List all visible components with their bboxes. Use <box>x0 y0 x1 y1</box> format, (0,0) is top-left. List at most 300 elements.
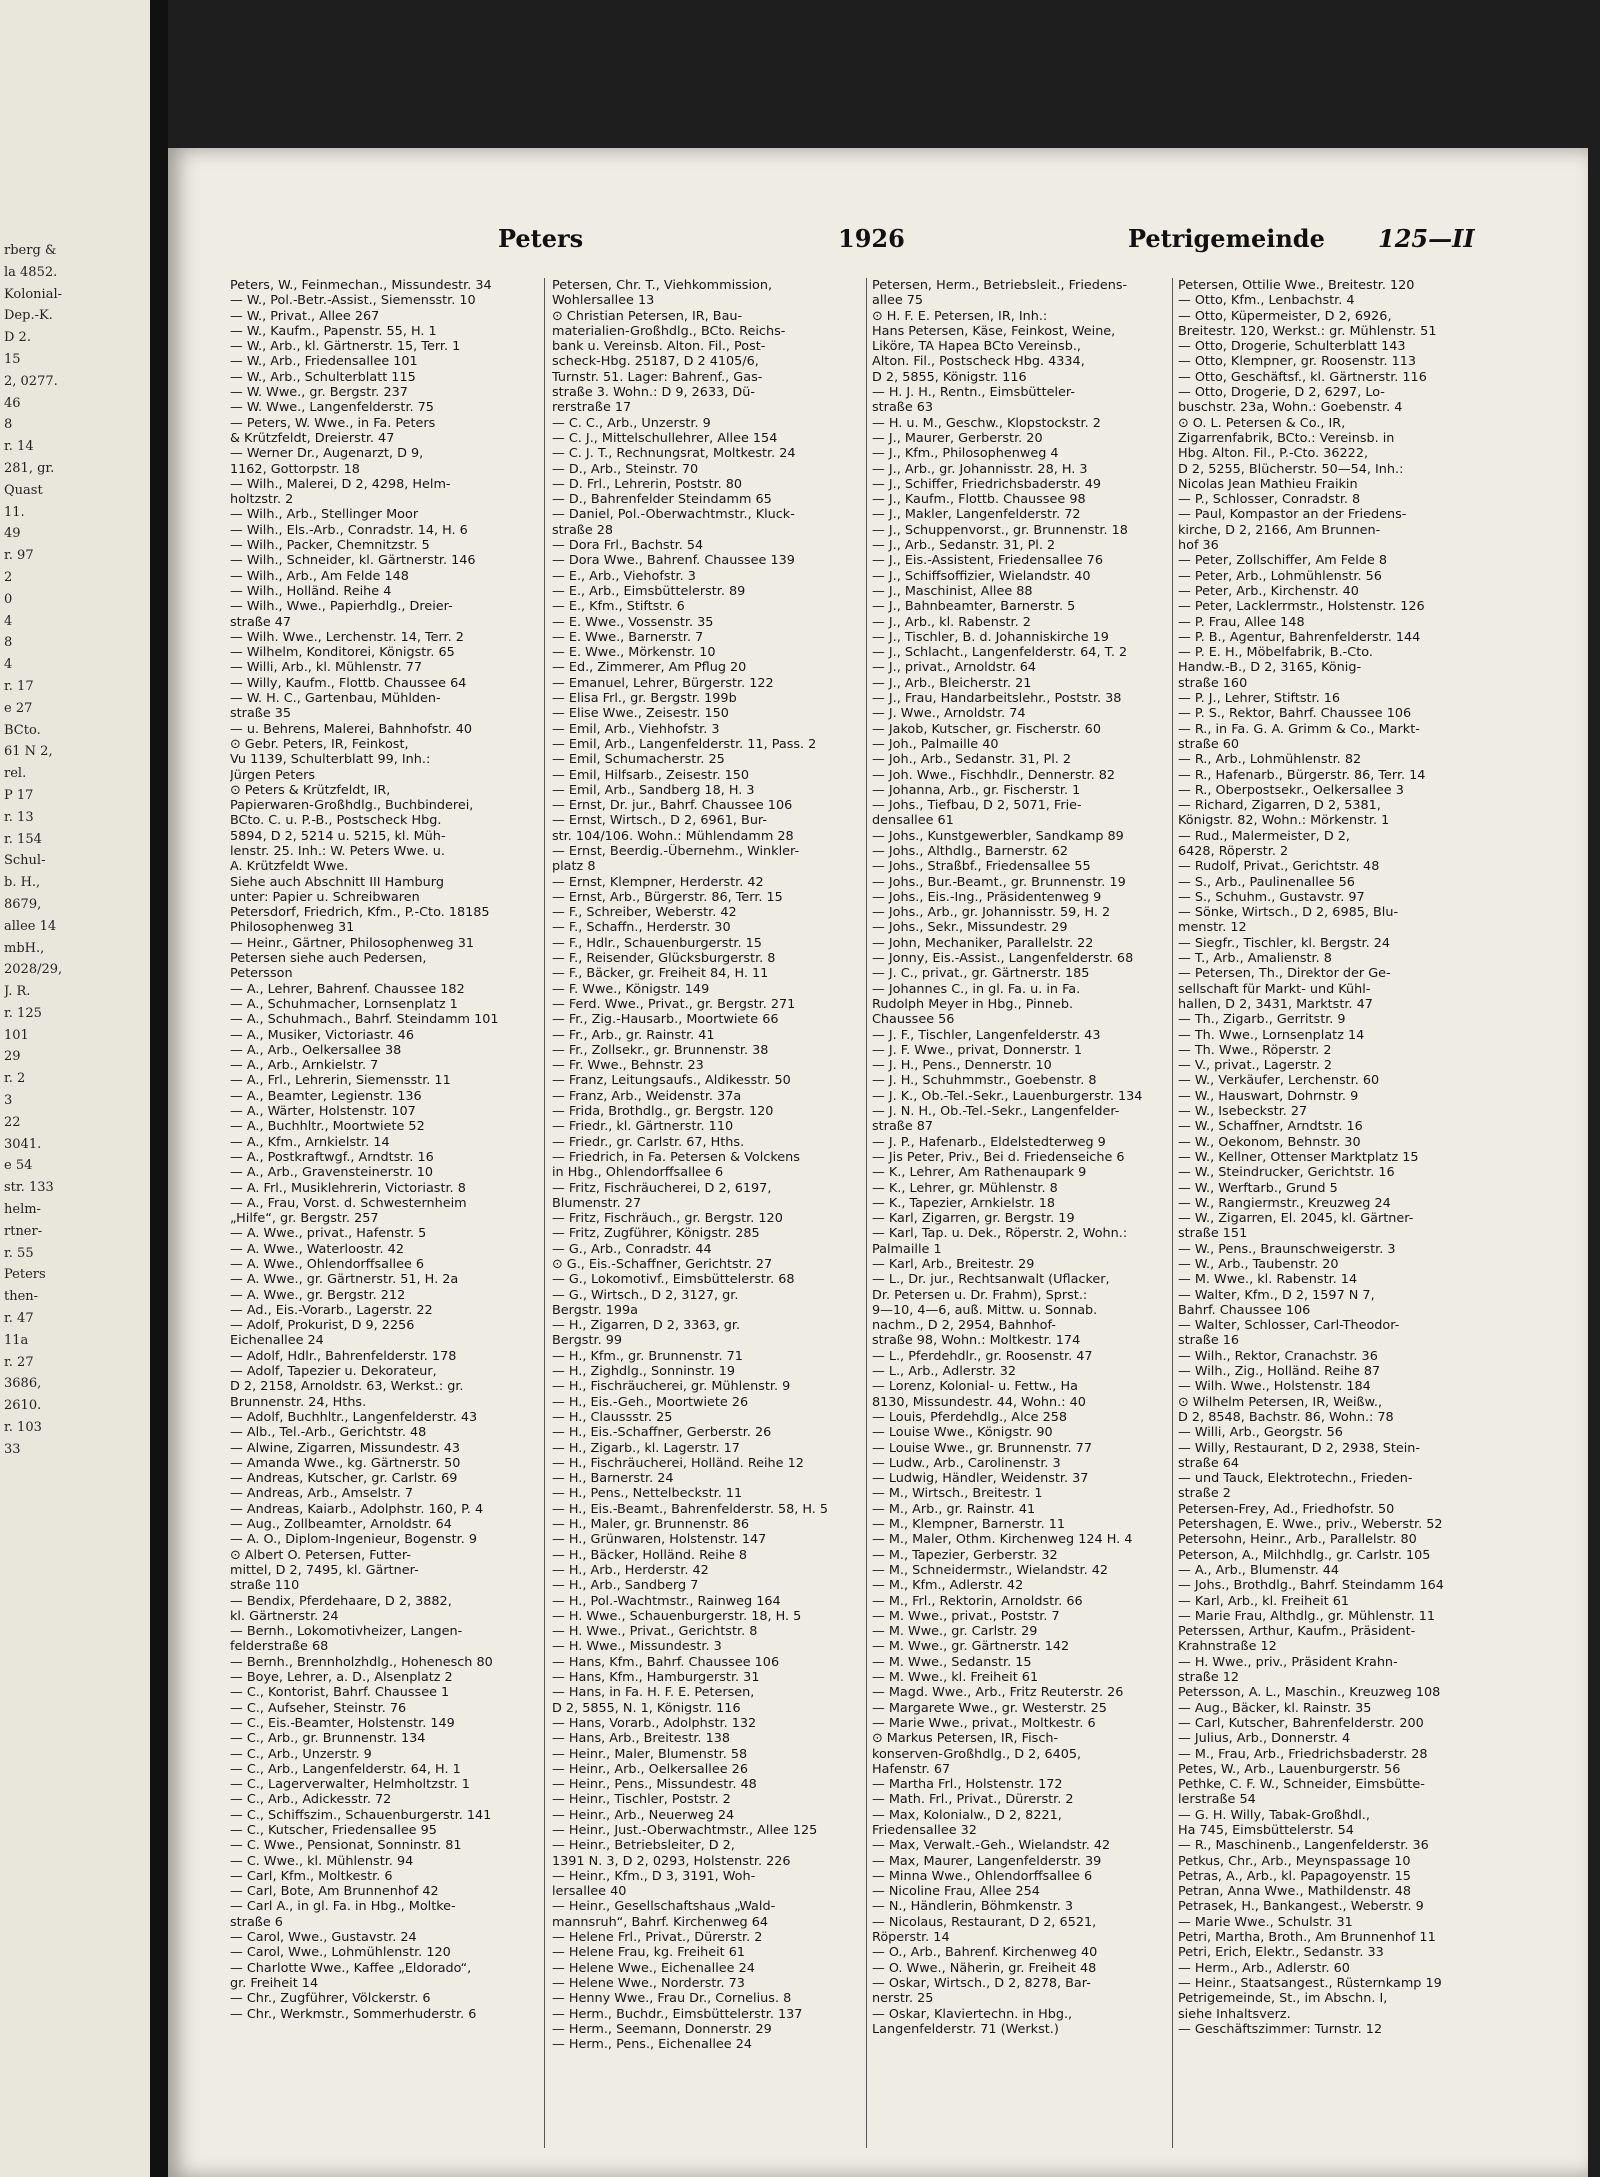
directory-entry-line: Petersdorf, Friedrich, Kfm., P.-Cto. 18185 <box>230 905 490 921</box>
directory-entry-line: Peterssen, Arthur, Kaufm., Präsident- <box>1178 1624 1416 1640</box>
directory-entry-line: — W., Oekonom, Behnstr. 30 <box>1178 1134 1361 1150</box>
directory-entry-line: — A., Buchhltr., Moortwiete 52 <box>230 1119 425 1135</box>
fragment-line: r. 55 <box>4 1245 34 1261</box>
directory-entry-line: — M., Wirtsch., Breitestr. 1 <box>872 1486 1043 1502</box>
directory-entry-line: — M. Wwe., privat., Poststr. 7 <box>872 1608 1060 1624</box>
directory-entry-line: — Chr., Zugführer, Völckerstr. 6 <box>230 1991 431 2007</box>
directory-entry-line: lersallee 40 <box>552 1884 627 1900</box>
directory-entry-line: — Wilh., Malerei, D 2, 4298, Helm- <box>230 476 451 492</box>
directory-entry-line: — Ernst, Dr. jur., Bahrf. Chaussee 106 <box>552 798 793 814</box>
directory-entry-line: — J. F., Tischler, Langenfelderstr. 43 <box>872 1027 1101 1043</box>
directory-entry-line: — C., Arb., Adickesstr. 72 <box>230 1792 392 1808</box>
directory-entry-line: in Hbg., Ohlendorffsallee 6 <box>552 1165 724 1181</box>
directory-entry-line: — Aug., Bäcker, kl. Rainstr. 35 <box>1178 1700 1372 1716</box>
directory-entry-line: — H., Zighdlg., Sonninstr. 19 <box>552 1364 736 1380</box>
fragment-line: allee 14 <box>4 918 57 934</box>
directory-entry-line: — Nicoline Frau, Allee 254 <box>872 1884 1040 1900</box>
directory-entry-line: straße 60 <box>1178 736 1240 752</box>
directory-entry-line: — J., Eis.-Assistent, Friedensallee 76 <box>872 553 1103 569</box>
directory-entry-line: Petrasek, H., Bankangest., Weberstr. 9 <box>1178 1899 1424 1915</box>
directory-entry-line: — A. Wwe., gr. Bergstr. 212 <box>230 1287 406 1303</box>
directory-entry-line: Petersson, A. L., Maschin., Kreuzweg 108 <box>1178 1685 1441 1701</box>
directory-entry-line: — W., Rangiermstr., Kreuzweg 24 <box>1178 1195 1391 1211</box>
directory-entry-line: — Fr., Zollsekr., gr. Brunnenstr. 38 <box>552 1042 769 1058</box>
directory-entry-line: — Bernh., Lokomotivheizer, Langen- <box>230 1624 463 1640</box>
directory-entry-line: — Carl, Kfm., Moltkestr. 6 <box>230 1868 393 1884</box>
directory-entry-line: — J., Makler, Langenfelderstr. 72 <box>872 507 1081 523</box>
directory-entry-line: — Ernst, Klempner, Herderstr. 42 <box>552 874 764 890</box>
fragment-line: r. 47 <box>4 1311 34 1327</box>
directory-entry-line: — H., Pens., Nettelbeckstr. 11 <box>552 1486 743 1502</box>
directory-entry-line: — Fr. Wwe., Behnstr. 23 <box>552 1058 704 1074</box>
directory-entry-line: — C. J. T., Rechnungsrat, Moltkestr. 24 <box>552 446 796 462</box>
fragment-line: 8 <box>4 635 13 651</box>
directory-entry-line: — Emil, Schumacherstr. 25 <box>552 752 725 768</box>
directory-entry-line: 6428, Röperstr. 2 <box>1178 843 1289 859</box>
directory-entry-line: — Helene Wwe., Norderstr. 73 <box>552 1975 745 1991</box>
directory-entry-line: — D., Bahrenfelder Steindamm 65 <box>552 492 772 508</box>
directory-entry-line: — Wilh., Holländ. Reihe 4 <box>230 583 392 599</box>
directory-entry-line: — J., Arb., Sedanstr. 31, Pl. 2 <box>872 538 1056 554</box>
directory-entry-line: — Daniel, Pol.-Oberwachtmstr., Kluck- <box>552 507 795 523</box>
directory-entry-line: — P. Frau, Allee 148 <box>1178 614 1305 630</box>
directory-entry-line: — A., Arb., Arnkielstr. 7 <box>230 1058 379 1074</box>
directory-entry-line: — M. Wwe., gr. Gärtnerstr. 142 <box>872 1639 1070 1655</box>
directory-entry-line: — Willy, Restaurant, D 2, 2938, Stein- <box>1178 1440 1421 1456</box>
directory-entry-line: straße 28 <box>552 522 614 538</box>
directory-entry-line: Petersen, Ottilie Wwe., Breitestr. 120 <box>1178 278 1415 293</box>
directory-entry-line: — Petersen, Th., Direktor der Ge- <box>1178 966 1391 982</box>
directory-entry-line: — Heinr., Gärtner, Philosophenweg 31 <box>230 935 475 951</box>
fragment-line: r. 13 <box>4 809 34 825</box>
directory-entry-line: 1391 N. 3, D 2, 0293, Holstenstr. 226 <box>552 1853 791 1869</box>
directory-entry-line: — A. Wwe., privat., Hafenstr. 5 <box>230 1226 427 1242</box>
directory-entry-line: — Johanna, Arb., gr. Fischerstr. 1 <box>872 782 1081 798</box>
directory-entry-line: — A., Wärter, Holstenstr. 107 <box>230 1104 416 1120</box>
directory-entry-line: straße 6 <box>230 1914 283 1930</box>
directory-entry-line: — S., Arb., Paulinenallee 56 <box>1178 874 1355 890</box>
directory-entry-line: — Heinr., Just.-Oberwachtmstr., Allee 125 <box>552 1822 818 1838</box>
directory-entry-line: — M. Wwe., gr. Carlstr. 29 <box>872 1624 1038 1640</box>
directory-entry-line: — V., privat., Lagerstr. 2 <box>1178 1058 1333 1074</box>
directory-entry-line: — W., Isebeckstr. 27 <box>1178 1104 1308 1120</box>
directory-entry-line: — Frida, Brothdlg., gr. Bergstr. 120 <box>552 1104 774 1120</box>
directory-entry-line: — Hans, in Fa. H. F. E. Petersen, <box>552 1685 755 1701</box>
directory-entry-line: — Th., Zigarb., Gerritstr. 9 <box>1178 1012 1346 1028</box>
directory-entry-line: — R., Hafenarb., Bürgerstr. 86, Terr. 14 <box>1178 767 1426 783</box>
directory-entry-line: — J. N. H., Ob.-Tel.-Sekr., Langenfelder- <box>872 1104 1120 1120</box>
directory-entry-line: — Magd. Wwe., Arb., Fritz Reuterstr. 26 <box>872 1685 1124 1701</box>
directory-entry-line: ⊙ Wilhelm Petersen, IR, Weißw., <box>1178 1394 1383 1410</box>
directory-entry-line: — W., Kellner, Ottenser Marktplatz 15 <box>1178 1149 1419 1165</box>
directory-entry-line: — Andreas, Kutscher, gr. Carlstr. 69 <box>230 1471 458 1487</box>
directory-entry-line: Turnstr. 51. Lager: Bahrenf., Gas- <box>552 369 763 385</box>
directory-entry-line: — L., Dr. jur., Rechtsanwalt (Uflacker, <box>872 1272 1110 1288</box>
directory-entry-line: — Dora Frl., Bachstr. 54 <box>552 538 704 554</box>
directory-entry-line: — Ludwig, Händler, Weidenstr. 37 <box>872 1471 1089 1487</box>
directory-entry-line: — Karl, Arb., Breitestr. 29 <box>872 1257 1035 1272</box>
directory-entry-line: — Adolf, Prokurist, D 9, 2256 <box>230 1318 415 1334</box>
fragment-line: r. 17 <box>4 678 34 694</box>
header-surname: Peters <box>498 224 584 253</box>
directory-entry-line: — Oskar, Klaviertechn. in Hbg., <box>872 2006 1073 2022</box>
directory-entry-line: — P. B., Agentur, Bahrenfelderstr. 144 <box>1178 629 1421 645</box>
directory-entry-line: — Elisa Frl., gr. Bergstr. 199b <box>552 691 737 707</box>
directory-entry-line: — Wilh., Rektor, Cranachstr. 36 <box>1178 1348 1378 1364</box>
directory-entry-line: — Julius, Arb., Donnerstr. 4 <box>1178 1731 1351 1747</box>
directory-entry-line: — A. Frl., Musiklehrerin, Victoriastr. 8 <box>230 1180 466 1196</box>
directory-entry-line: — Emil, Arb., Langenfelderstr. 11, Pass. 2 <box>552 736 817 752</box>
directory-entry-line: — R., Oberpostsekr., Oelkersallee 3 <box>1178 782 1404 798</box>
directory-entry-line: bank u. Vereinsb. Alton. Fil., Post- <box>552 339 766 355</box>
directory-entry-line: kirche, D 2, 2166, Am Brunnen- <box>1178 522 1381 538</box>
directory-entry-line: — Hans, Kfm., Bahrf. Chaussee 106 <box>552 1654 780 1670</box>
directory-entry-line: — A., Arb., Oelkersallee 38 <box>230 1042 402 1058</box>
directory-entry-line: — Th. Wwe., Röperstr. 2 <box>1178 1042 1332 1058</box>
directory-entry-line: Eichenallee 24 <box>230 1333 324 1349</box>
directory-entry-line: — Hans, Kfm., Hamburgerstr. 31 <box>552 1670 760 1686</box>
directory-entry-line: Petersson <box>230 966 293 982</box>
directory-entry-line: Petersen, Chr. T., Viehkommission, <box>552 278 773 293</box>
directory-entry-line: — M., Klempner, Barnerstr. 11 <box>872 1517 1065 1533</box>
directory-entry-line: — F., Schaffn., Herderstr. 30 <box>552 920 731 936</box>
directory-entry-line: — H., Bäcker, Holländ. Reihe 8 <box>552 1547 748 1563</box>
directory-entry-line: — W., Schaffner, Arndtstr. 16 <box>1178 1119 1363 1135</box>
directory-entry-line: straße 110 <box>230 1578 300 1594</box>
directory-entry-line: — J., Schlacht., Langenfelderstr. 64, T. 2 <box>872 645 1128 661</box>
directory-entry-line: — Johs., Eis.-Ing., Präsidentenweg 9 <box>872 889 1102 905</box>
directory-entry-line: — Louis, Pferdehdlg., Alce 258 <box>872 1409 1068 1425</box>
directory-entry-line: lenstr. 25. Inh.: W. Peters Wwe. u. <box>230 843 445 859</box>
directory-entry-line: — A., Lehrer, Bahrenf. Chaussee 182 <box>230 981 465 997</box>
directory-column-1 <box>230 278 548 2158</box>
directory-entry-line: — C. C., Arb., Unzerstr. 9 <box>552 415 711 431</box>
directory-entry-line: — N., Händlerin, Böhmkenstr. 3 <box>872 1899 1074 1915</box>
fragment-line: Quast <box>4 482 43 498</box>
directory-entry-line: Papierwaren-Großhdlg., Buchbinderei, <box>230 798 474 814</box>
directory-entry-line: — E. Wwe., Barnerstr. 7 <box>552 629 704 645</box>
column-divider <box>544 278 545 2148</box>
directory-entry-line: — Marie Wwe., Schulstr. 31 <box>1178 1914 1353 1930</box>
previous-page-fragment <box>0 0 150 2177</box>
directory-entry-line: — Otto, Geschäftsf., kl. Gärtnerstr. 116 <box>1178 369 1427 385</box>
directory-entry-line: — Sönke, Wirtsch., D 2, 6985, Blu- <box>1178 905 1399 921</box>
directory-entry-line: — Otto, Klempner, gr. Roosenstr. 113 <box>1178 354 1417 370</box>
directory-entry-line: Petershagen, E. Wwe., priv., Weberstr. 52 <box>1178 1517 1443 1533</box>
directory-entry-line: — Adolf, Buchhltr., Langenfelderstr. 43 <box>230 1409 478 1425</box>
directory-entry-line: — Walter, Kfm., D 2, 1597 N 7, <box>1178 1287 1375 1303</box>
directory-entry-line: — Jonny, Eis.-Assist., Langenfelderstr. 68 <box>872 951 1134 967</box>
directory-entry-line: — Max, Kolonialw., D 2, 8221, <box>872 1807 1062 1823</box>
directory-entry-line: — Siegfr., Tischler, kl. Bergstr. 24 <box>1178 935 1391 951</box>
directory-entry-line: straße 160 <box>1178 675 1248 691</box>
directory-entry-line: — Herm., Pens., Eichenallee 24 <box>552 2037 753 2053</box>
directory-entry-line: — Heinr., Tischler, Poststr. 2 <box>552 1792 731 1808</box>
directory-entry-line: — R., Maschinenb., Langenfelderstr. 36 <box>1178 1838 1429 1854</box>
directory-entry-line: — Fr., Arb., gr. Rainstr. 41 <box>552 1027 715 1043</box>
directory-entry-line: Petkus, Chr., Arb., Meynspassage 10 <box>1178 1853 1411 1869</box>
directory-entry-line: — M. Wwe., Sedanstr. 15 <box>872 1654 1032 1670</box>
directory-entry-line: — C., Lagerverwalter, Helmholtzstr. 1 <box>230 1777 470 1793</box>
directory-entry-line: — W. H. C., Gartenbau, Mühlden- <box>230 691 441 707</box>
directory-entry-line: — E., Arb., Viehofstr. 3 <box>552 568 696 584</box>
directory-entry-line: — W., Verkäufer, Lerchenstr. 60 <box>1178 1073 1380 1089</box>
directory-entry-line: Petri, Martha, Broth., Am Brunnenhof 11 <box>1178 1930 1436 1946</box>
directory-entry-line: ⊙ Peters & Krützfeldt, IR, <box>230 782 391 798</box>
fragment-line: 49 <box>4 526 21 542</box>
directory-entry-line: — Johs., Tiefbau, D 2, 5071, Frie- <box>872 798 1082 814</box>
fragment-line: 4 <box>4 613 13 629</box>
directory-entry-line: — Marie Frau, Althdlg., gr. Mühlenstr. 11 <box>1178 1608 1436 1624</box>
directory-entry-line: — D. Frl., Lehrerin, Poststr. 80 <box>552 476 743 492</box>
directory-entry-line: — W., Steindrucker, Gerichtstr. 16 <box>1178 1165 1395 1181</box>
directory-entry-line: Jürgen Peters <box>230 767 316 783</box>
directory-entry-line: — J., Schiffer, Friedrichsbaderstr. 49 <box>872 476 1102 492</box>
directory-entry-line: — G. H. Willy, Tabak-Großhdl., <box>1178 1807 1370 1823</box>
directory-entry-line: — A., Frau, Vorst. d. Schwesternheim <box>230 1195 467 1211</box>
directory-entry-line: — Willy, Kaufm., Flottb. Chaussee 64 <box>230 675 467 691</box>
directory-entry-line: scheck-Hbg. 25187, D 2 4105/6, <box>552 354 759 370</box>
directory-entry-line: 9—10, 4—6, auß. Mittw. u. Sonnab. <box>872 1302 1098 1318</box>
directory-entry-line: — Boye, Lehrer, a. D., Alsenplatz 2 <box>230 1670 453 1686</box>
directory-entry-line: — Peters, W. Wwe., in Fa. Peters <box>230 415 436 431</box>
directory-entry-line: — Otto, Drogerie, Schulterblatt 143 <box>1178 339 1406 355</box>
directory-entry-line: — Fritz, Fischräucherei, D 2, 6197, <box>552 1180 772 1196</box>
directory-entry-line: Petersohn, Heinr., Arb., Parallelstr. 80 <box>1178 1532 1417 1548</box>
directory-entry-line: — W., Arb., Taubenstr. 20 <box>1178 1257 1339 1272</box>
directory-entry-line: — H. Wwe., Schauenburgerstr. 18, H. 5 <box>552 1608 802 1624</box>
directory-entry-line: — C., Kutscher, Friedensallee 95 <box>230 1822 437 1838</box>
directory-entry-line: — Marie Wwe., privat., Moltkestr. 6 <box>872 1715 1096 1731</box>
directory-entry-line: — Hans, Arb., Breitestr. 138 <box>552 1731 730 1747</box>
directory-entry-line: — J., Kaufm., Flottb. Chaussee 98 <box>872 492 1086 508</box>
directory-entry-line: — W., Privat., Allee 267 <box>230 308 380 324</box>
fragment-line: e 54 <box>4 1158 33 1174</box>
directory-entry-line: menstr. 12 <box>1178 920 1247 936</box>
fragment-line: 33 <box>4 1441 21 1457</box>
directory-entry-line: materialien-Großhdlg., BCto. Reichs- <box>552 323 786 339</box>
directory-entry-line: — G., Wirtsch., D 2, 3127, gr. <box>552 1287 739 1303</box>
fragment-line: str. 133 <box>4 1180 54 1196</box>
directory-column-4 <box>1178 278 1508 2158</box>
directory-entry-line: — Johannes C., in gl. Fa. u. in Fa. <box>872 981 1081 997</box>
directory-entry-line: — Ernst, Beerdig.-Übernehm., Winkler- <box>552 843 800 859</box>
directory-entry-line: — Paul, Kompastor an der Friedens- <box>1178 507 1407 523</box>
directory-entry-line: — Heinr., Pens., Missundestr. 48 <box>552 1777 757 1793</box>
directory-entry-line: — Rud., Malermeister, D 2, <box>1178 828 1350 844</box>
fragment-line: 2610. <box>4 1398 42 1414</box>
directory-entry-line: D 2, 5855, Königstr. 116 <box>872 369 1027 385</box>
directory-entry-line: — J., Maurer, Gerberstr. 20 <box>872 430 1043 446</box>
directory-entry-line: — Herm., Seemann, Donnerstr. 29 <box>552 2021 772 2037</box>
fragment-line: r. 125 <box>4 1005 42 1021</box>
directory-entry-line: — Henny Wwe., Frau Dr., Cornelius. 8 <box>552 1991 792 2007</box>
directory-entry-line: — C. J., Mittelschullehrer, Allee 154 <box>552 430 778 446</box>
directory-entry-line: Krahnstraße 12 <box>1178 1639 1277 1655</box>
directory-entry-line: — Lorenz, Kolonial- u. Fettw., Ha <box>872 1379 1078 1395</box>
directory-entry-line: — H. u. M., Geschw., Klopstockstr. 2 <box>872 415 1101 431</box>
directory-entry-line: — Johs., Straßbf., Friedensallee 55 <box>872 859 1091 875</box>
directory-entry-line: nerstr. 25 <box>872 1991 934 2007</box>
directory-entry-line: Langenfelderstr. 71 (Werkst.) <box>872 2021 1059 2037</box>
directory-entry-line: — Max, Maurer, Langenfelderstr. 39 <box>872 1853 1102 1869</box>
directory-entry-line: — K., Lehrer, Am Rathenaupark 9 <box>872 1165 1087 1181</box>
directory-entry-line: — H., Fischräucherei, gr. Mühlenstr. 9 <box>552 1379 791 1395</box>
directory-entry-line: — A., Frl., Lehrerin, Siemensstr. 11 <box>230 1073 451 1089</box>
directory-entry-line: unter: Papier u. Schreibwaren <box>230 889 420 905</box>
directory-entry-line: — H. Wwe., Privat., Gerichtstr. 8 <box>552 1624 758 1640</box>
fragment-line: r. 154 <box>4 831 42 847</box>
fragment-line: mbH., <box>4 940 45 956</box>
directory-entry-line: — H., Arb., Herderstr. 42 <box>552 1562 709 1578</box>
directory-entry-line: — Franz, Leitungsaufs., Aldikesstr. 50 <box>552 1073 791 1089</box>
directory-entry-line: — H., Barnerstr. 24 <box>552 1471 674 1487</box>
fragment-line: rel. <box>4 766 27 782</box>
directory-entry-line: — Wilh. Wwe., Lerchenstr. 14, Terr. 2 <box>230 629 464 645</box>
directory-entry-line: — Martha Frl., Holstenstr. 172 <box>872 1777 1063 1793</box>
fragment-line: 281, gr. <box>4 460 55 476</box>
directory-entry-line: — C. Wwe., kl. Mühlenstr. 94 <box>230 1853 414 1869</box>
directory-entry-line: — Franz, Arb., Weidenstr. 37a <box>552 1088 742 1104</box>
fragment-line: 29 <box>4 1049 21 1065</box>
directory-entry-line: — D., Arb., Steinstr. 70 <box>552 461 699 477</box>
directory-entry-line: Siehe auch Abschnitt III Hamburg <box>230 874 444 890</box>
book-gutter <box>150 0 168 2177</box>
directory-entry-line: — E. Wwe., Vossenstr. 35 <box>552 614 714 630</box>
directory-entry-line: — J. H., Pens., Dennerstr. 10 <box>872 1058 1052 1074</box>
directory-entry-line: — Otto, Drogerie, D 2, 6297, Lo- <box>1178 385 1385 401</box>
previous-page-text <box>4 240 144 1461</box>
directory-entry-line: — Herm., Arb., Adlerstr. 60 <box>1178 1960 1350 1976</box>
directory-entry-line: — J., privat., Arnoldstr. 64 <box>872 660 1037 676</box>
directory-entry-line: Nicolas Jean Mathieu Fraikin <box>1178 476 1358 492</box>
directory-entry-line: ⊙ Gebr. Peters, IR, Feinkost, <box>230 736 409 752</box>
directory-entry-line: Pethke, C. F. W., Schneider, Eimsbütte- <box>1178 1777 1425 1793</box>
directory-entry-line: — W., Hauswart, Dohrnstr. 9 <box>1178 1088 1359 1104</box>
fragment-line: b. H., <box>4 875 41 891</box>
directory-entry-line: — Otto, Kfm., Lenbachstr. 4 <box>1178 293 1355 309</box>
directory-entry-line: Petri, Erich, Elektr., Sedanstr. 33 <box>1178 1945 1384 1961</box>
directory-entry-line: ⊙ O. L. Petersen & Co., IR, <box>1178 415 1346 431</box>
directory-entry-line: — Wilh., Packer, Chemnitzstr. 5 <box>230 538 430 554</box>
directory-entry-line: — Peter, Arb., Lohmühlenstr. 56 <box>1178 568 1382 584</box>
directory-entry-line: — Willi, Arb., kl. Mühlenstr. 77 <box>230 660 423 676</box>
directory-entry-line: — Emanuel, Lehrer, Bürgerstr. 122 <box>552 675 774 691</box>
directory-entry-line: D 2, 2158, Arnoldstr. 63, Werkst.: gr. <box>230 1379 464 1395</box>
fragment-line: Schul- <box>4 853 46 869</box>
directory-entry-line: — O. Wwe., Näherin, gr. Freiheit 48 <box>872 1960 1097 1976</box>
directory-entry-line: ⊙ G., Eis.-Schaffner, Gerichtstr. 27 <box>552 1257 773 1272</box>
directory-entry-line: 5894, D 2, 5214 u. 5215, kl. Müh- <box>230 828 446 844</box>
directory-entry-line: Breitestr. 120, Werkst.: gr. Mühlenstr. 51 <box>1178 323 1437 339</box>
directory-entry-line: — u. Behrens, Malerei, Bahnhofstr. 40 <box>230 721 472 737</box>
directory-entry-line: straße 12 <box>1178 1670 1240 1686</box>
directory-entry-line: — J., Frau, Handarbeitslehr., Poststr. 38 <box>872 691 1122 707</box>
directory-entry-line: — H., Eis.-Schaffner, Gerberstr. 26 <box>552 1425 772 1441</box>
directory-entry-line: — Wilh., Zig., Holländ. Reihe 87 <box>1178 1364 1381 1380</box>
fragment-line: helm- <box>4 1202 41 1218</box>
directory-entry-line: — F., Bäcker, gr. Freiheit 84, H. 11 <box>552 966 769 982</box>
directory-entry-line: — C., Schiffszim., Schauenburgerstr. 141 <box>230 1807 492 1823</box>
directory-entry-line: Philosophenweg 31 <box>230 920 355 936</box>
directory-entry-line: — Friedrich, in Fa. Petersen & Volckens <box>552 1149 800 1165</box>
directory-entry-line: Bergstr. 199a <box>552 1302 638 1318</box>
directory-entry-line: — Carol, Wwe., Gustavstr. 24 <box>230 1930 417 1946</box>
directory-entry-line: — G., Arb., Conradstr. 44 <box>552 1241 712 1257</box>
directory-entry-line: — Joh., Palmaille 40 <box>872 736 999 752</box>
directory-entry-line: — H., Zigarb., kl. Lagerstr. 17 <box>552 1440 740 1456</box>
directory-entry-line: Alton. Fil., Postscheck Hbg. 4334, <box>872 354 1085 370</box>
directory-entry-line: — Oskar, Wirtsch., D 2, 8278, Bar- <box>872 1975 1091 1991</box>
column-divider <box>866 278 867 2148</box>
directory-entry-line: — H., Pol.-Wachtmstr., Rainweg 164 <box>552 1593 781 1609</box>
directory-entry-line: — L., Arb., Adlerstr. 32 <box>872 1364 1017 1380</box>
directory-entry-line: Petrigemeinde, St., im Abschn. I, <box>1178 1991 1388 2007</box>
header-section: Petrigemeinde <box>1128 224 1325 253</box>
directory-entry-line: Liköre, TA Hapea BCto Vereinsb., <box>872 339 1081 355</box>
directory-entry-line: — W., Arb., Friedensallee 101 <box>230 354 418 370</box>
directory-entry-line: — T., Arb., Amalienstr. 8 <box>1178 951 1332 967</box>
directory-entry-line: — Friedr., kl. Gärtnerstr. 110 <box>552 1119 734 1135</box>
directory-entry-line: Königstr. 82, Wohn.: Mörkenstr. 1 <box>1178 813 1390 829</box>
directory-entry-line: densallee 61 <box>872 813 954 829</box>
directory-entry-line: — J. Wwe., Arnoldstr. 74 <box>872 706 1026 722</box>
directory-entry-line: Friedensallee 32 <box>872 1822 977 1838</box>
directory-entry-line: — A., Arb., Blumenstr. 44 <box>1178 1562 1340 1578</box>
directory-entry-line: hallen, D 2, 3431, Marktstr. 47 <box>1178 996 1373 1012</box>
directory-entry-line: — Richard, Zigarren, D 2, 5381, <box>1178 798 1381 814</box>
directory-entry-line: — C. Wwe., Pensionat, Sonninstr. 81 <box>230 1838 462 1854</box>
directory-entry-line: — O., Arb., Bahrenf. Kirchenweg 40 <box>872 1945 1098 1961</box>
directory-entry-line: — Peter, Arb., Kirchenstr. 40 <box>1178 583 1359 599</box>
directory-entry-line: — H., Zigarren, D 2, 3363, gr. <box>552 1318 741 1334</box>
directory-entry-line: ⊙ Christian Petersen, IR, Bau- <box>552 308 743 324</box>
directory-entry-line: — Friedr., gr. Carlstr. 67, Hths. <box>552 1134 745 1150</box>
directory-entry-line: — Helene Frl., Privat., Dürerstr. 2 <box>552 1930 763 1946</box>
fragment-line: r. 27 <box>4 1354 34 1370</box>
directory-entry-line: — Adolf, Tapezier u. Dekorateur, <box>230 1364 437 1380</box>
fragment-line: 8679, <box>4 896 42 912</box>
directory-entry-line: Brunnenstr. 24, Hths. <box>230 1394 367 1410</box>
directory-entry-line: allee 75 <box>872 293 924 309</box>
directory-entry-line: 8130, Missundestr. 44, Wohn.: 40 <box>872 1394 1086 1410</box>
fragment-line: 11. <box>4 504 25 520</box>
directory-entry-line: — Jis Peter, Priv., Bei d. Friedenseiche 6 <box>872 1149 1125 1165</box>
directory-entry-line: — Johs., Althdlg., Barnerstr. 62 <box>872 843 1068 859</box>
directory-entry-line: straße 16 <box>1178 1333 1240 1349</box>
directory-entry-line: — Andreas, Kaiarb., Adolphstr. 160, P. 4 <box>230 1501 484 1517</box>
directory-entry-line: — A. Wwe., Ohlendorffsallee 6 <box>230 1257 425 1272</box>
directory-entry-line: — C., Arb., gr. Brunnenstr. 134 <box>230 1731 426 1747</box>
directory-entry-line: — Herm., Buchdr., Eimsbüttelerstr. 137 <box>552 2006 803 2022</box>
directory-entry-line: — Joh. Wwe., Fischhdlr., Dennerstr. 82 <box>872 767 1116 783</box>
directory-entry-line: — M., Maler, Othm. Kirchenweg 124 H. 4 <box>872 1532 1133 1548</box>
directory-entry-line: — A. Wwe., gr. Gärtnerstr. 51, H. 2a <box>230 1272 459 1288</box>
directory-entry-line: — Werner Dr., Augenarzt, D 9, <box>230 446 424 462</box>
directory-entry-line: — H. Wwe., priv., Präsident Krahn- <box>1178 1654 1398 1670</box>
directory-entry-line: — J., Arb., kl. Rabenstr. 2 <box>872 614 1031 630</box>
directory-entry-line: — Otto, Küpermeister, D 2, 6926, <box>1178 308 1392 324</box>
directory-entry-line: — Dora Wwe., Bahrenf. Chaussee 139 <box>552 553 795 569</box>
directory-entry-line: Röperstr. 14 <box>872 1930 950 1946</box>
directory-entry-line: — Johs., Bur.-Beamt., gr. Brunnenstr. 19 <box>872 874 1126 890</box>
directory-entry-line: — Wilh. Wwe., Holstenstr. 184 <box>1178 1379 1371 1395</box>
fragment-line: 2 <box>4 569 13 585</box>
directory-entry-line: lerstraße 54 <box>1178 1792 1256 1808</box>
directory-entry-line: — Bernh., Brennholzhdlg., Hohenesch 80 <box>230 1654 493 1670</box>
fragment-line: Dep.-K. <box>4 308 53 324</box>
directory-entry-line: — H., Claussstr. 25 <box>552 1409 673 1425</box>
